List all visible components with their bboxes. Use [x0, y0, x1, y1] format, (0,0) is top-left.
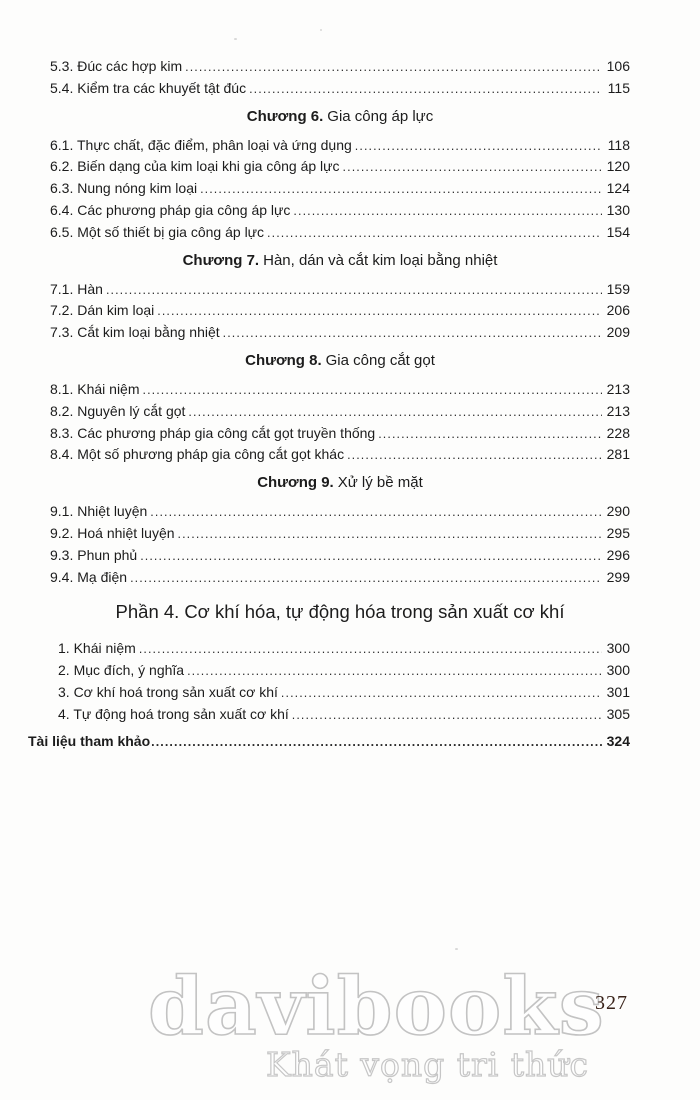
- heading-title: Xử lý bề mặt: [337, 474, 423, 492]
- dot-leader: [139, 638, 602, 660]
- heading-title: Gia công cắt gọt: [325, 351, 435, 369]
- dot-leader: [355, 135, 602, 157]
- toc-entry-page: 115: [607, 79, 630, 96]
- dot-leader: [281, 682, 602, 704]
- toc-entry-page: 106: [606, 58, 630, 74]
- dot-leader: [378, 423, 602, 445]
- toc-entry-page: 300: [606, 640, 630, 657]
- toc-entry-page: 120: [606, 158, 630, 175]
- toc-entry-title: 9.1. Nhiệt luyện: [50, 503, 148, 520]
- toc-entry-page: 213: [606, 402, 630, 419]
- dot-leader: [178, 523, 602, 545]
- dot-leader: [140, 545, 602, 567]
- toc-entry-title: 3. Cơ khí hoá trong sản xuất cơ khí: [58, 683, 278, 700]
- toc-entry: [50, 501, 630, 523]
- toc-entry-title: 7.3. Cắt kim loại bằng nhiệt: [50, 324, 220, 341]
- toc-entry-title: 6.3. Nung nóng kim loại: [50, 180, 198, 197]
- toc-entry-page: 154: [606, 223, 630, 240]
- watermark-slogan: Khát vọng tri thức: [266, 1045, 590, 1084]
- toc-entry-title: 7.2. Dán kim loại: [50, 302, 155, 319]
- toc-entry-page: 124: [606, 180, 630, 197]
- heading-label: Chương 8.: [245, 351, 322, 369]
- dot-leader: [293, 200, 602, 222]
- toc-entry-title: 9.3. Phun phủ: [50, 546, 138, 563]
- toc-entry-page: 228: [606, 424, 630, 441]
- dot-leader: [200, 178, 602, 200]
- heading-title: Cơ khí hóa, tự động hóa trong sản xuất cơ khí: [184, 601, 565, 623]
- toc-entry-page: 281: [606, 446, 630, 463]
- toc-entry-title: 9.2. Hoá nhiệt luyện: [50, 524, 175, 541]
- toc-entry: [50, 200, 630, 222]
- toc-entry-page: 301: [606, 683, 630, 700]
- dot-leader: [343, 156, 602, 178]
- toc-entry-page: 209: [606, 324, 630, 341]
- toc-entry-page: 295: [606, 524, 630, 541]
- heading-label: Chương 6.: [246, 107, 324, 125]
- heading-title: Hàn, dán và cắt kim loại bằng nhiệt: [263, 251, 498, 269]
- dot-leader: [267, 222, 602, 244]
- dot-leader: [106, 279, 602, 301]
- toc-entry: [50, 423, 630, 445]
- chapter-heading: [50, 350, 630, 371]
- dot-leader: [347, 444, 602, 466]
- toc-entry: [50, 638, 630, 660]
- toc-entry-title: 8.1. Khái niệm: [50, 380, 140, 397]
- part-heading: [50, 600, 630, 624]
- dot-leader: [249, 78, 602, 100]
- dot-leader: [130, 567, 602, 589]
- toc-entry-title: 2. Mục đích, ý nghĩa: [58, 662, 185, 679]
- page-number: 327: [595, 992, 628, 1014]
- dot-leader: [188, 401, 602, 423]
- toc-entry: [50, 401, 630, 423]
- toc-entry-page: 299: [606, 568, 630, 585]
- toc-entry-title: 8.4. Một số phương pháp gia công cắt gọt khác: [50, 446, 345, 463]
- toc-entry-title: 6.1. Thực chất, đặc điểm, phân loại và ứng dụng: [50, 136, 352, 153]
- chapter-heading: [50, 250, 630, 271]
- toc-entry-page: 324: [606, 732, 630, 749]
- scan-speck: [234, 38, 237, 40]
- dot-leader: [223, 322, 602, 344]
- toc-entry-title: 5.3. Đúc các hợp kim: [50, 58, 183, 74]
- toc-entry-title: 8.2. Nguyên lý cắt gọt: [50, 402, 186, 419]
- toc-entry-title: 4. Tự động hoá trong sản xuất cơ khí: [58, 705, 289, 722]
- chapter-heading: [50, 106, 630, 127]
- toc-entry-page: 290: [606, 503, 630, 520]
- table-of-contents: [28, 56, 630, 752]
- toc-entry: [50, 523, 630, 545]
- toc-entry-page: 305: [606, 705, 630, 722]
- toc-entry-title: 6.2. Biến dạng của kim loại khi gia công áp lực: [50, 158, 340, 175]
- toc-entry: [50, 156, 630, 178]
- toc-entry-title: 8.3. Các phương pháp gia công cắt gọt truyền thống: [50, 424, 376, 441]
- toc-entry-page: 296: [606, 546, 630, 563]
- toc-entry-page: 118: [607, 136, 630, 153]
- toc-entry: [50, 78, 630, 100]
- dot-leader: [187, 660, 602, 682]
- toc-entry-page: 206: [606, 302, 630, 319]
- heading-label: Chương 7.: [182, 251, 260, 269]
- toc-entry-page: 300: [606, 662, 630, 679]
- dot-leader: [150, 501, 602, 523]
- toc-entry-title: 7.1. Hàn: [50, 280, 103, 297]
- toc-entry: [50, 222, 630, 244]
- toc-entry-title: 1. Khái niệm: [58, 640, 136, 657]
- dot-leader: [151, 731, 604, 753]
- toc-entry: [50, 178, 630, 200]
- heading-label: Phần 4.: [115, 601, 180, 623]
- chapter-heading: [50, 472, 630, 493]
- toc-entry-page: 130: [606, 201, 630, 218]
- dot-leader: [143, 379, 603, 401]
- toc-entry: [50, 135, 630, 157]
- heading-title: Gia công áp lực: [327, 107, 434, 125]
- toc-entry: [50, 300, 630, 322]
- toc-entry-title: 6.5. Một số thiết bị gia công áp lực: [50, 223, 265, 240]
- toc-entry-title: 6.4. Các phương pháp gia công áp lực: [50, 201, 291, 218]
- toc-entry: [50, 279, 630, 301]
- scan-speck: [455, 948, 458, 950]
- scan-speck: [320, 29, 322, 31]
- dot-leader: [292, 704, 602, 726]
- toc-entry-page: 159: [606, 280, 630, 297]
- toc-entry: [50, 322, 630, 344]
- toc-entry: [50, 567, 630, 589]
- dot-leader: [185, 56, 602, 78]
- toc-entry: [50, 56, 630, 78]
- toc-entry: [50, 704, 630, 726]
- watermark-brand: davibooks: [148, 959, 605, 1053]
- toc-entry-title: 5.4. Kiểm tra các khuyết tật đúc: [50, 79, 247, 96]
- dot-leader: [157, 300, 602, 322]
- toc-entry: [50, 444, 630, 466]
- toc-entry: [50, 379, 630, 401]
- heading-label: Chương 9.: [257, 474, 334, 492]
- toc-entry: [50, 545, 630, 567]
- toc-entry-title: Tài liệu tham khảo: [28, 732, 151, 749]
- toc-entry-page: 213: [606, 380, 630, 397]
- toc-entry: [50, 660, 630, 682]
- references-entry: [28, 731, 630, 753]
- toc-entry: [50, 682, 630, 704]
- toc-entry-title: 9.4. Mạ điện: [50, 568, 128, 585]
